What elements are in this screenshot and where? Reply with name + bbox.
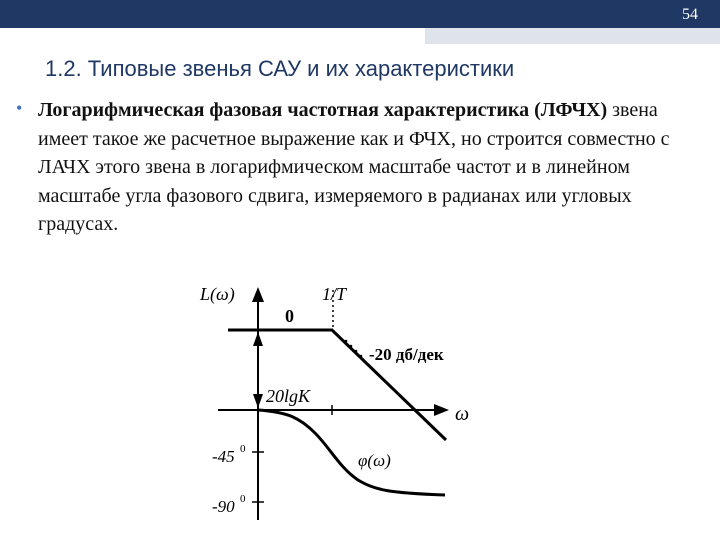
y-axis-arrow-icon xyxy=(252,287,264,302)
gain-arrow-down-icon xyxy=(253,394,263,408)
slope-label: -20 дб/дек xyxy=(369,345,444,364)
slope-marker-dot xyxy=(355,350,358,353)
slope-marker-dot xyxy=(350,345,353,348)
gain-arrow-up-icon xyxy=(253,332,263,346)
bullet-icon: • xyxy=(16,98,23,118)
x-axis-label: ω xyxy=(455,403,470,425)
y-axis-label: L(ω) xyxy=(200,284,235,304)
phase-curve xyxy=(258,410,445,495)
zero-level-label: 0 xyxy=(285,306,294,326)
break-frequency-label: 1/T xyxy=(322,284,347,304)
degree-mark-45: 0 xyxy=(240,443,246,455)
bullet-body-text: звена имеет такое же расчетное выражение как и ФЧХ, но строится совместно с ЛАЧХ этого звена в логарифмическом масштабе частот и в линейном масштабе угла фазового сдвига, измеряемого в радианах или угловых градусах. xyxy=(38,99,670,235)
slope-marker-dot xyxy=(360,355,363,358)
x-axis-arrow-icon xyxy=(434,404,449,416)
degree-mark-90: 0 xyxy=(240,493,246,505)
slide-title: 1.2. Типовые звенья САУ и их характеристики xyxy=(45,56,515,81)
page-number: 54 xyxy=(682,6,698,23)
phase-90-label: -90 xyxy=(212,497,235,516)
gain-label: 20lgK xyxy=(266,386,311,406)
phase-label: φ(ω) xyxy=(358,451,391,470)
bullet-bold-term: Логарифмическая фазовая частотная характеристика (ЛФЧХ) xyxy=(38,99,608,121)
phase-45-label: -45 xyxy=(212,447,235,466)
slope-marker-dot xyxy=(345,340,348,343)
